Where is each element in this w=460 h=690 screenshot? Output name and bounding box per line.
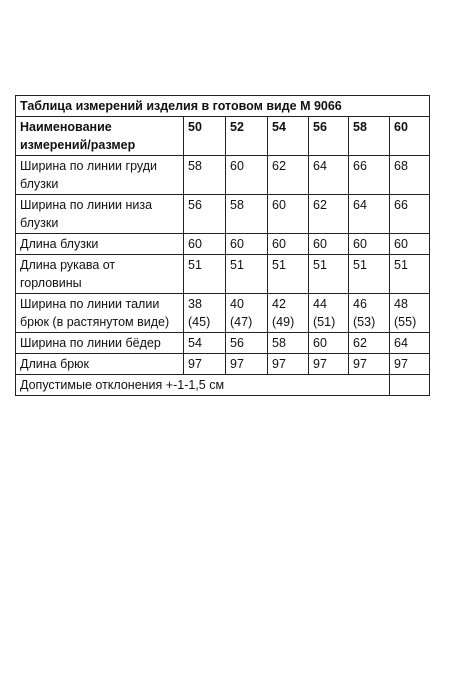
row-label	[16, 156, 184, 195]
header-name-line1: Наименование	[20, 120, 112, 134]
row-label-line2: брюк (в растянутом виде)	[20, 315, 170, 329]
cell-value: 66	[390, 195, 430, 234]
table-title-row	[16, 96, 430, 117]
cell-value: 60	[184, 234, 226, 255]
cell-value-main: 46	[353, 297, 367, 311]
cell-value: 58	[268, 333, 309, 354]
table-row	[16, 255, 430, 294]
cell-value: 68	[390, 156, 430, 195]
size-header: 58	[349, 117, 390, 156]
cell-value: 51	[184, 255, 226, 294]
header-name-cell	[16, 117, 184, 156]
cell-value-stretched: (55)	[394, 315, 417, 329]
cell-value-main: 40	[230, 297, 244, 311]
cell-value: 60	[226, 234, 268, 255]
cell-value: 64	[390, 333, 430, 354]
table-footer-row	[16, 375, 430, 396]
cell-value: 97	[226, 354, 268, 375]
size-header: 50	[184, 117, 226, 156]
row-label-line2: горловины	[20, 276, 82, 290]
cell-value	[184, 294, 226, 333]
cell-value: 58	[226, 195, 268, 234]
table-title: Таблица измерений изделия в готовом виде М 9066	[16, 96, 430, 117]
cell-value: 62	[349, 333, 390, 354]
cell-value: 60	[349, 234, 390, 255]
measurement-table	[15, 95, 430, 396]
cell-value: 58	[184, 156, 226, 195]
row-label: Длина блузки	[16, 234, 184, 255]
cell-value: 97	[309, 354, 349, 375]
cell-value-stretched: (47)	[230, 315, 253, 329]
row-label: Ширина по линии бёдер	[16, 333, 184, 354]
table-row	[16, 354, 430, 375]
cell-value: 97	[349, 354, 390, 375]
cell-value-main: 44	[313, 297, 327, 311]
size-header: 56	[309, 117, 349, 156]
cell-value: 60	[226, 156, 268, 195]
cell-value: 60	[268, 234, 309, 255]
row-label-line1: Ширина по линии низа	[20, 198, 153, 212]
cell-value-stretched: (49)	[272, 315, 295, 329]
cell-value	[226, 294, 268, 333]
row-label	[16, 195, 184, 234]
cell-value	[268, 294, 309, 333]
size-header: 52	[226, 117, 268, 156]
cell-value: 60	[309, 333, 349, 354]
row-label-line2: блузки	[20, 216, 59, 230]
cell-value-stretched: (45)	[188, 315, 211, 329]
cell-value: 97	[184, 354, 226, 375]
table-row	[16, 294, 430, 333]
cell-value: 97	[268, 354, 309, 375]
cell-value: 60	[309, 234, 349, 255]
table-header-row	[16, 117, 430, 156]
row-label-line1: Длина рукава от	[20, 258, 116, 272]
cell-value: 51	[390, 255, 430, 294]
row-label	[16, 294, 184, 333]
cell-value: 51	[226, 255, 268, 294]
cell-value-stretched: (53)	[353, 315, 376, 329]
cell-value: 56	[226, 333, 268, 354]
cell-value	[309, 294, 349, 333]
cell-value	[349, 294, 390, 333]
cell-value-main: 48	[394, 297, 408, 311]
table-row	[16, 234, 430, 255]
cell-value: 54	[184, 333, 226, 354]
cell-value: 64	[309, 156, 349, 195]
cell-value	[390, 294, 430, 333]
cell-value: 60	[268, 195, 309, 234]
cell-value: 97	[390, 354, 430, 375]
row-label-line2: блузки	[20, 177, 59, 191]
cell-value: 62	[268, 156, 309, 195]
row-label-line1: Ширина по линии груди	[20, 159, 157, 173]
cell-value: 51	[268, 255, 309, 294]
cell-value: 64	[349, 195, 390, 234]
size-header: 54	[268, 117, 309, 156]
measurement-sheet	[15, 95, 429, 396]
cell-value: 51	[349, 255, 390, 294]
cell-value-main: 42	[272, 297, 286, 311]
size-header: 60	[390, 117, 430, 156]
table-row	[16, 195, 430, 234]
cell-value-main: 38	[188, 297, 202, 311]
cell-value: 56	[184, 195, 226, 234]
row-label-line1: Ширина по линии талии	[20, 297, 160, 311]
cell-value: 62	[309, 195, 349, 234]
table-row	[16, 156, 430, 195]
row-label: Длина брюк	[16, 354, 184, 375]
row-label	[16, 255, 184, 294]
cell-value: 66	[349, 156, 390, 195]
table-row	[16, 333, 430, 354]
header-name-line2: измерений/размер	[20, 138, 136, 152]
footer-empty-cell	[390, 375, 430, 396]
cell-value: 51	[309, 255, 349, 294]
tolerance-note: Допустимые отклонения +-1-1,5 см	[16, 375, 390, 396]
cell-value-stretched: (51)	[313, 315, 336, 329]
cell-value: 60	[390, 234, 430, 255]
